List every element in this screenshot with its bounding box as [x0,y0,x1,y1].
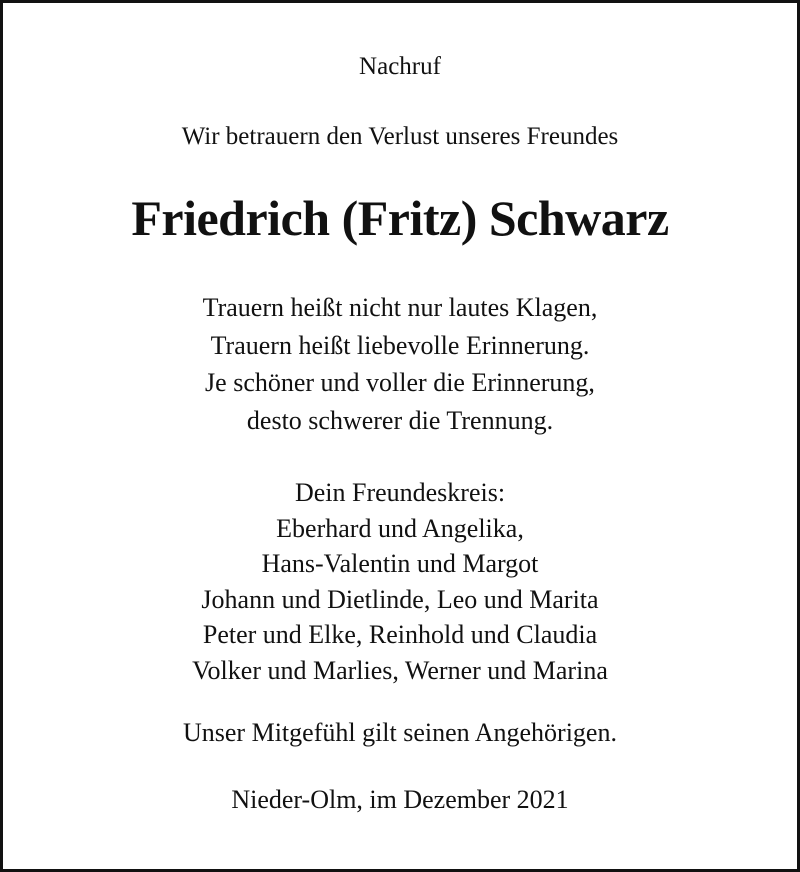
notice-subtitle: Wir betrauern den Verlust unseres Freundes [181,123,619,150]
poem-line: Trauern heißt liebevolle Erinnerung. [210,330,590,360]
notice-heading: Nachruf [359,53,441,80]
friends-line: Eberhard und Angelika, [276,513,524,543]
place-date: Nieder-Olm, im Dezember 2021 [231,785,569,814]
friends-line: Volker und Marlies, Werner und Marina [192,655,608,685]
friends-line: Peter und Elke, Reinhold und Claudia [202,620,598,649]
poem-line: Trauern heißt nicht nur lautes Klagen, [202,293,598,322]
poem-line: desto schwerer die Trennung. [246,405,554,435]
friends-line: Johann und Dietlinde, Leo und Marita [201,584,599,614]
friends-title: Dein Freundeskreis: [294,478,506,507]
sympathy-text: Unser Mitgefühl gilt seinen Angehörigen. [183,718,617,747]
friends-list [3,475,797,688]
poem [3,289,797,439]
friends-line: Hans-Valentin und Margot [261,549,539,578]
poem-line: Je schöner und voller die Erinnerung, [205,368,595,397]
deceased-name: Friedrich (Fritz) Schwarz [131,190,669,246]
